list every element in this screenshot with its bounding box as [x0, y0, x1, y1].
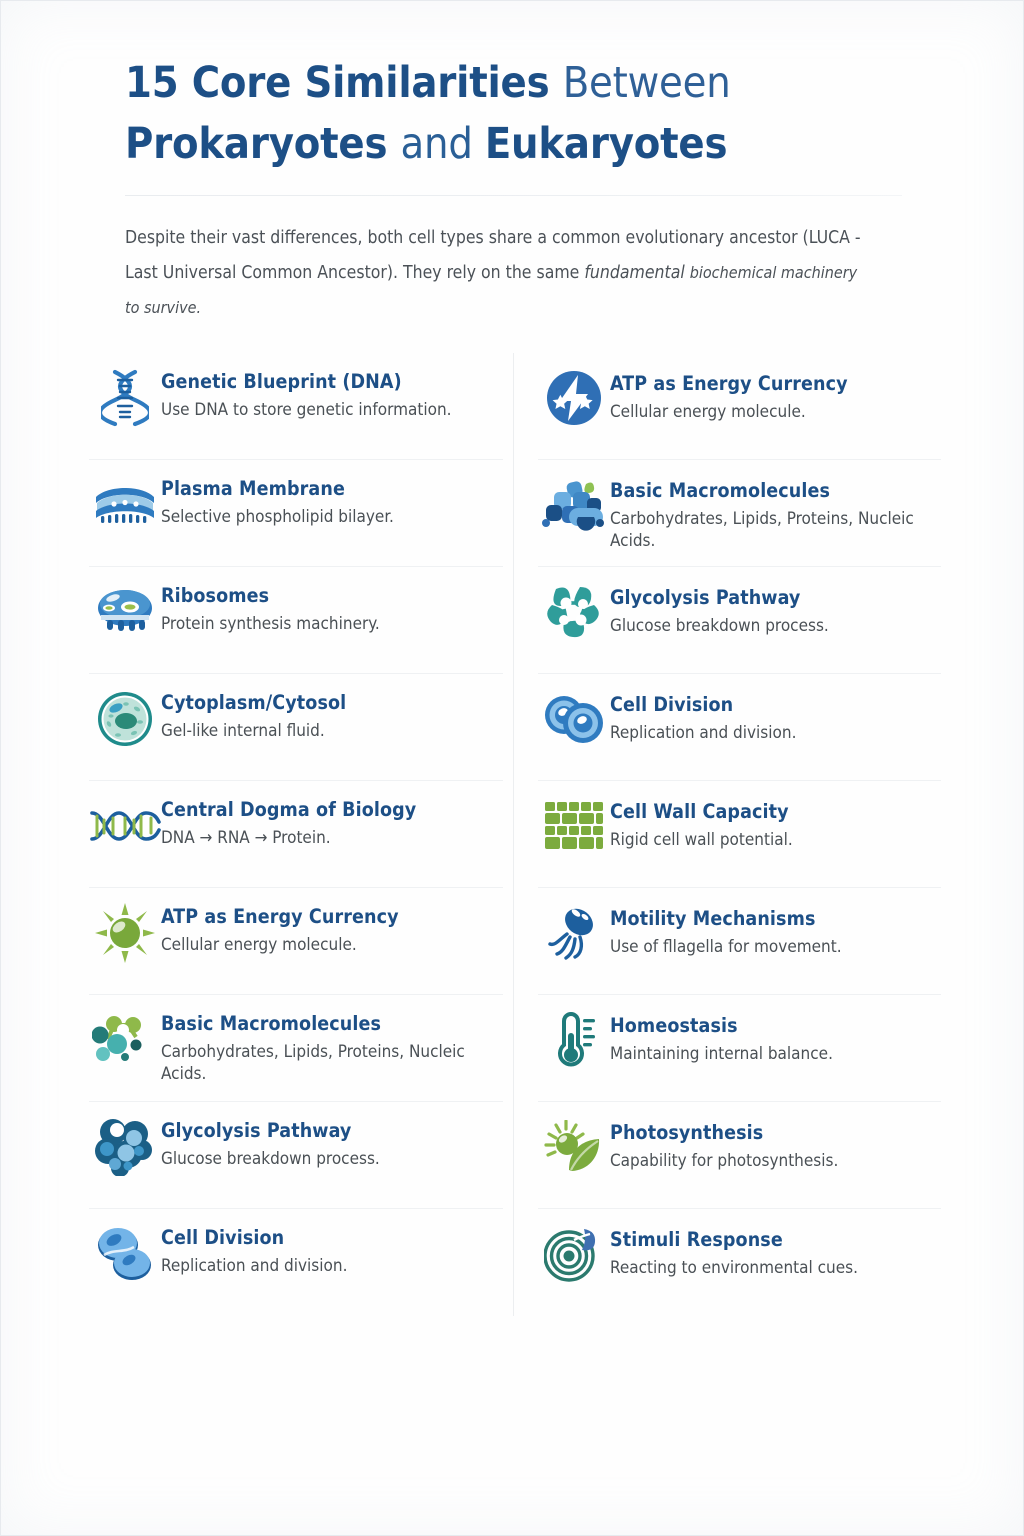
item-title: Cell Wall Capacity: [610, 800, 789, 823]
right-column: [514, 353, 941, 1316]
item-title: Motility Mechanisms: [610, 907, 816, 930]
item-title: Cell Division: [610, 693, 734, 716]
item-desc: Cellular energy molecule.: [161, 935, 357, 956]
item-text: [161, 1223, 347, 1277]
item-text: [610, 795, 793, 851]
list-item[interactable]: [538, 1102, 941, 1209]
item-text: [610, 474, 941, 553]
list-item[interactable]: [538, 995, 941, 1102]
title-line2-and: and: [400, 119, 485, 170]
item-text: [610, 902, 842, 958]
item-text: [161, 795, 416, 849]
item-desc: Cellular energy molecule.: [610, 402, 806, 423]
list-item[interactable]: [538, 674, 941, 781]
sun-energy-icon: [89, 902, 161, 964]
glycolysis-ring-icon: [538, 581, 610, 643]
dna-horizontal-icon: [89, 795, 161, 857]
item-desc: Gel-like internal fluid.: [161, 721, 325, 742]
item-desc: Reacting to environmental cues.: [610, 1258, 858, 1279]
page-title: [125, 53, 765, 175]
item-title: Cytoplasm/Cytosol: [161, 691, 347, 714]
item-title: Genetic Blueprint (DNA): [161, 370, 402, 393]
item-desc: Protein synthesis machinery.: [161, 614, 380, 635]
header-block: [125, 53, 911, 326]
item-title: Photosynthesis: [610, 1121, 764, 1144]
item-title: Central Dogma of Biology: [161, 798, 417, 821]
title-line2-strong: Prokaryotes: [125, 119, 401, 170]
item-text: [610, 1116, 838, 1172]
item-title: ATP as Energy Currency: [161, 905, 399, 928]
item-text: [161, 474, 394, 528]
item-text: [161, 1116, 380, 1170]
list-item[interactable]: [89, 353, 503, 460]
list-item[interactable]: [89, 995, 503, 1102]
item-desc: Use DNA to store genetic information.: [161, 400, 452, 421]
item-text: [610, 1009, 833, 1065]
item-desc: Rigid cell wall potential.: [610, 830, 793, 851]
item-text: [610, 581, 829, 637]
item-text: [161, 1009, 503, 1086]
item-title: Cell Division: [161, 1226, 285, 1249]
item-desc: Carbohydrates, Lipids, Proteins, Nucleic Acids.: [161, 1042, 465, 1085]
atp-bolt-icon: [538, 367, 610, 429]
list-item[interactable]: [89, 567, 503, 674]
item-title: Basic Macromolecules: [610, 479, 831, 502]
cell-cytoplasm-icon: [89, 688, 161, 750]
item-title: ATP as Energy Currency: [610, 372, 848, 395]
item-desc: Capability for photosynthesis.: [610, 1151, 839, 1172]
list-item[interactable]: [89, 1102, 503, 1209]
item-title: Ribosomes: [161, 584, 270, 607]
list-item[interactable]: [89, 781, 503, 888]
item-text: [610, 688, 796, 744]
item-desc: Replication and division.: [610, 723, 797, 744]
molecule-cluster-icon: [89, 1009, 161, 1071]
item-desc: Glucose breakdown process.: [610, 616, 829, 637]
item-text: [161, 581, 380, 635]
item-desc: Glucose breakdown process.: [161, 1149, 380, 1170]
cell-division-rings-icon: [538, 688, 610, 750]
list-item[interactable]: [538, 567, 941, 674]
item-desc: Replication and division.: [161, 1256, 348, 1277]
page-subtitle: [125, 221, 870, 326]
item-desc: Carbohydrates, Lipids, Proteins, Nucleic Acids.: [610, 509, 914, 552]
subtitle-part-1: Despite their vast differences, both cell types share a common evolutionary ancestor (LUCA - Last Universal Common Ancestor). They rely on the same: [125, 228, 861, 284]
item-title: Basic Macromolecules: [161, 1012, 382, 1035]
item-title: Stimuli Response: [610, 1228, 783, 1251]
title-line2-strong2: Eukaryotes: [484, 119, 728, 170]
title-line1-regular: Between: [562, 58, 731, 108]
signal-waves-icon: [538, 1223, 610, 1285]
list-item[interactable]: [538, 460, 941, 567]
brick-wall-icon: [538, 795, 610, 857]
left-column: [89, 353, 514, 1316]
list-item[interactable]: [538, 781, 941, 888]
list-item[interactable]: [538, 888, 941, 995]
thermometer-icon: [538, 1009, 610, 1071]
list-item[interactable]: [89, 888, 503, 995]
title-line1-strong: 15 Core Similarities: [125, 58, 563, 108]
item-title: Glycolysis Pathway: [161, 1119, 352, 1142]
item-desc: DNA → RNA → Protein.: [161, 828, 331, 849]
list-item[interactable]: [538, 353, 941, 460]
title-divider: [125, 195, 902, 196]
subtitle-part-2: fundamental: [584, 263, 690, 284]
ribosome-icon: [89, 581, 161, 643]
item-text: [610, 367, 848, 423]
dna-helix-icon: [89, 367, 161, 429]
glycolysis-cluster-icon: [89, 1116, 161, 1178]
item-desc: Maintaining internal balance.: [610, 1044, 833, 1065]
item-desc: Use of fllagella for movement.: [610, 937, 842, 958]
list-item[interactable]: [89, 460, 503, 567]
similarities-grid: [89, 353, 941, 1316]
item-text: [161, 367, 452, 421]
item-title: Glycolysis Pathway: [610, 586, 801, 609]
cell-division-icon: [89, 1223, 161, 1285]
item-desc: Selective phospholipid bilayer.: [161, 507, 394, 528]
list-item[interactable]: [89, 674, 503, 781]
item-text: [161, 688, 346, 742]
macromolecule-blocks-icon: [538, 474, 610, 536]
item-title: Plasma Membrane: [161, 477, 345, 500]
list-item[interactable]: [89, 1209, 503, 1316]
item-title: Homeostasis: [610, 1014, 738, 1037]
list-item[interactable]: [538, 1209, 941, 1316]
item-text: [610, 1223, 858, 1279]
bacteria-flagella-icon: [538, 902, 610, 964]
plasma-membrane-icon: [89, 474, 161, 536]
subtitle-part-3: biochemical machinery to survive.: [125, 263, 858, 318]
leaf-sun-icon: [538, 1116, 610, 1178]
item-text: [161, 902, 399, 956]
